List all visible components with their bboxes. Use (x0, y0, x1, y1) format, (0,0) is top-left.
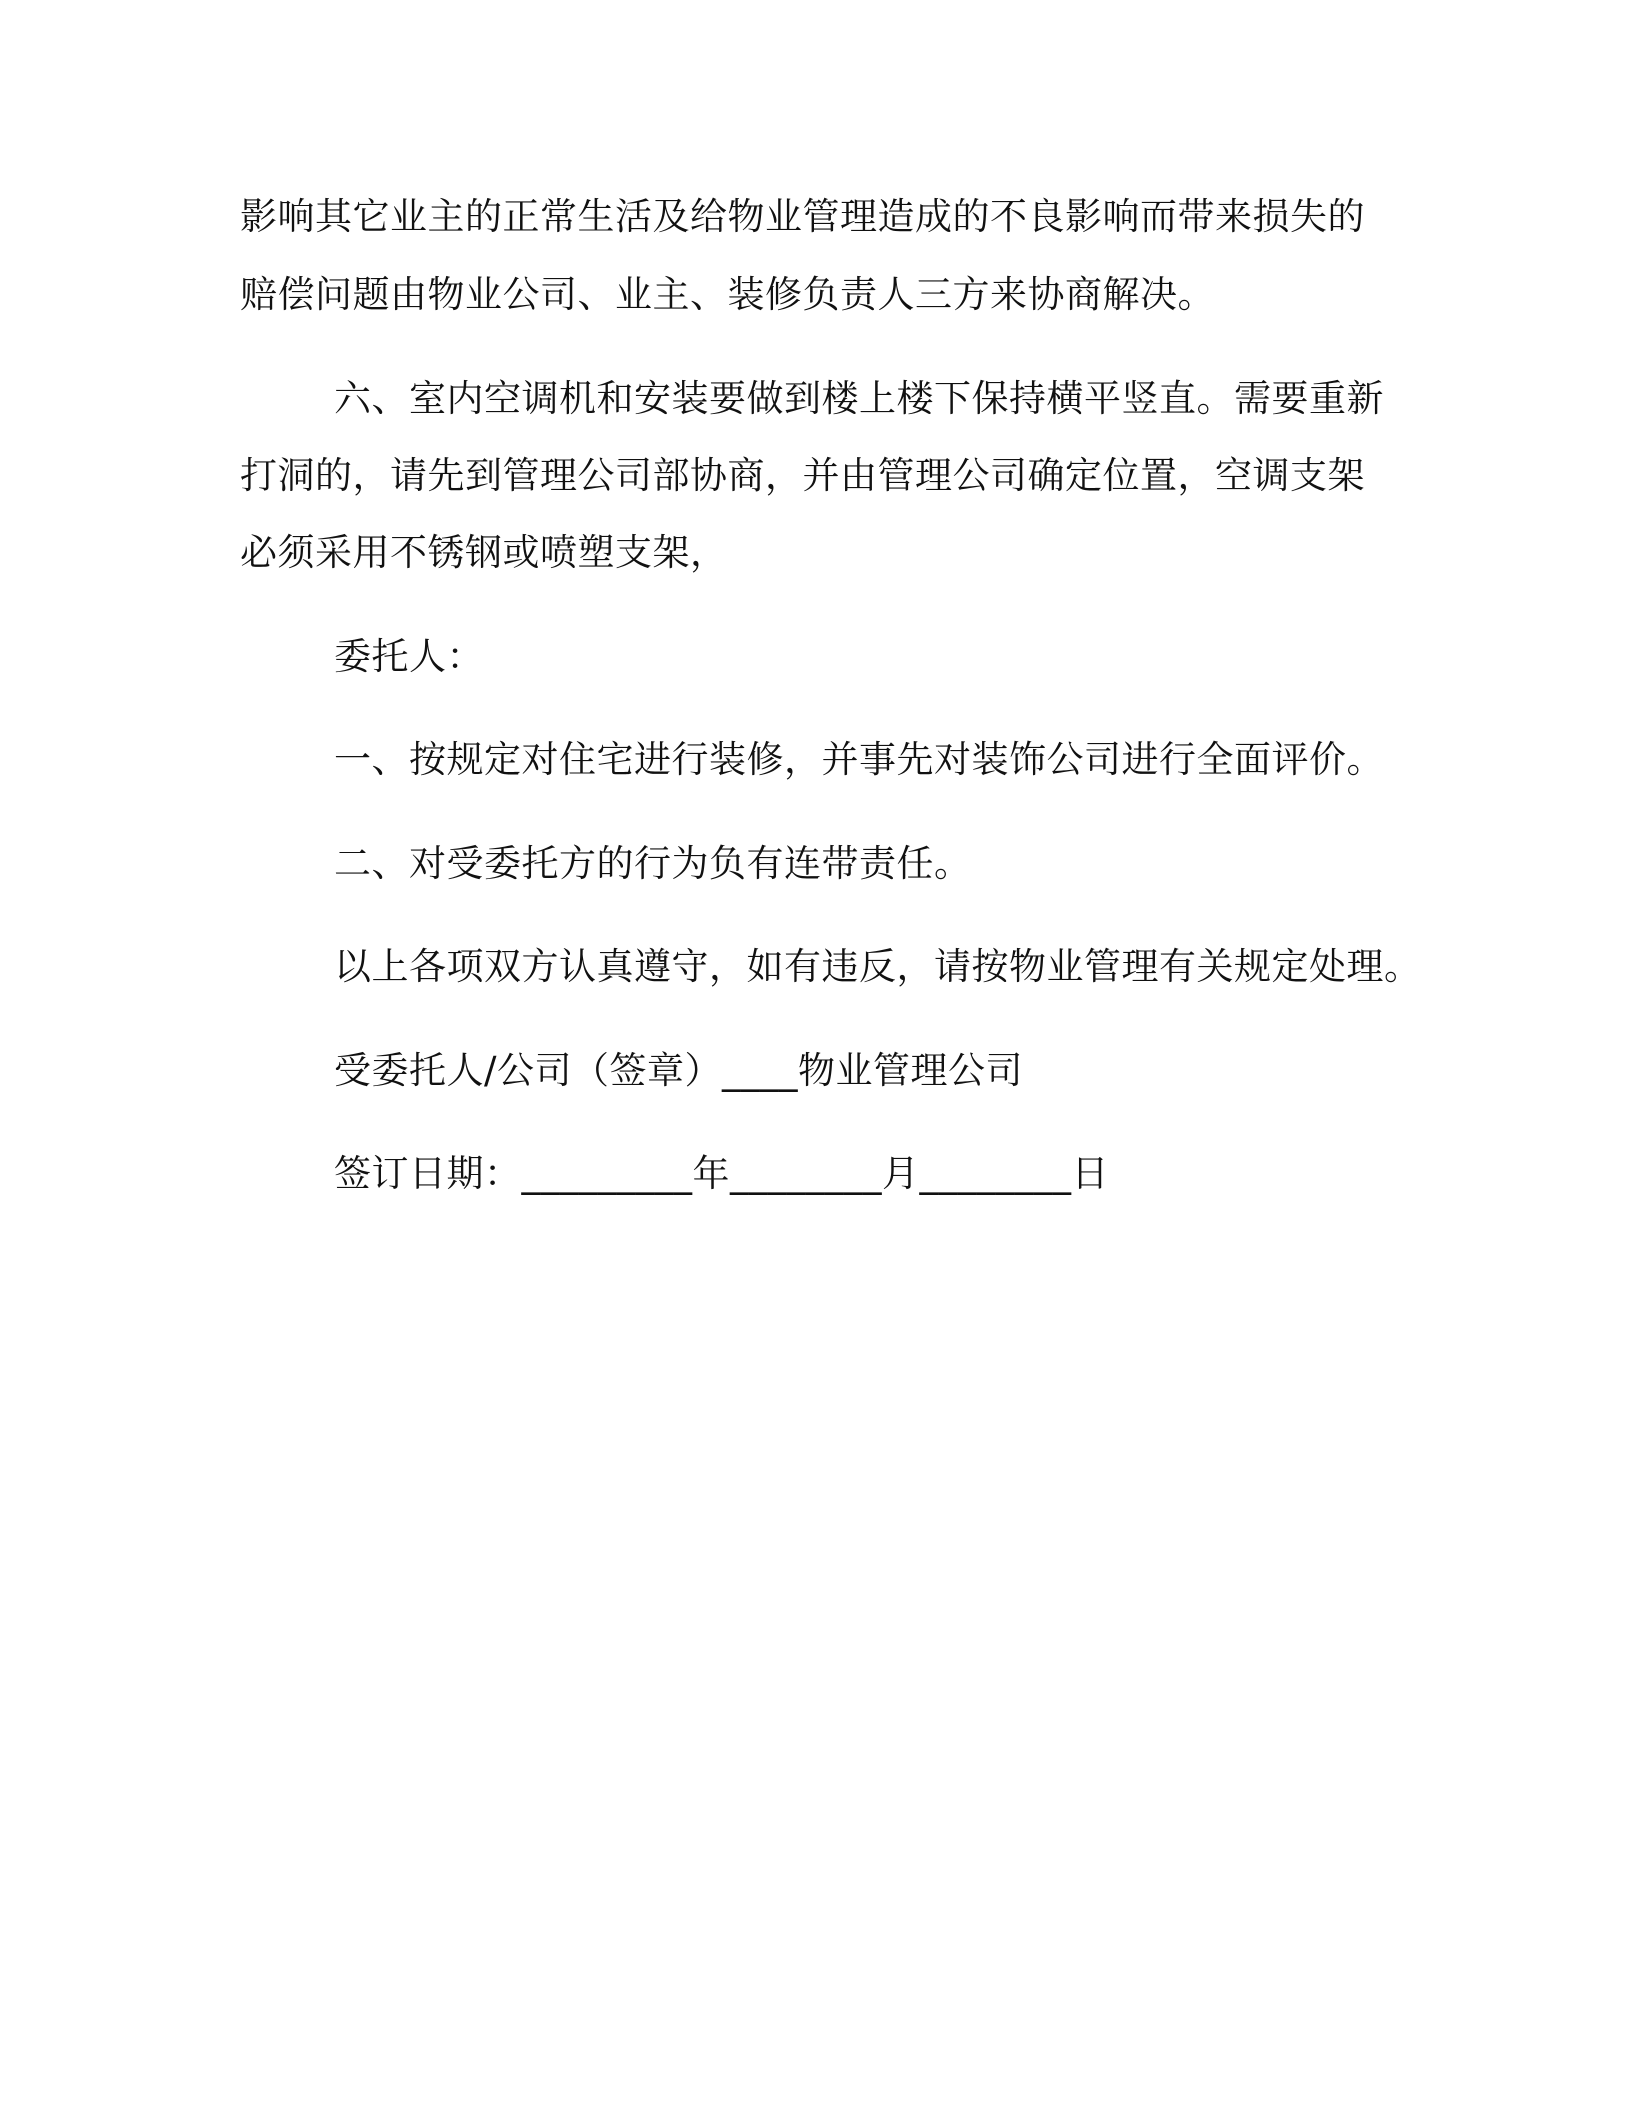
text-line-compensation-2: 赔偿问题由物业公司、业主、装修负责人三方来协商解决。 (240, 273, 1215, 316)
text-line-compliance: 以上各项双方认真遵守，如有违反，请按物业管理有关规定处理。 (334, 945, 1422, 988)
text-line-principal-one: 一、按规定对住宅进行装修，并事先对装饰公司进行全面评价。 (334, 738, 1384, 781)
text-line-principal-two: 二、对受委托方的行为负有连带责任。 (334, 842, 972, 885)
signing-date-line: 签订日期：_________年________月________日 (334, 1152, 1109, 1195)
text-line-clause-six-3: 必须采用不锈钢或喷塑支架， (240, 531, 728, 574)
text-line-clause-six-2: 打洞的，请先到管理公司部协商，并由管理公司确定位置，空调支架 (240, 454, 1365, 497)
section-heading-principal: 委托人： (334, 635, 484, 678)
signature-line: 受委托人/公司（签章）____物业管理公司 (334, 1049, 1023, 1092)
text-line-clause-six-1: 六、室内空调机和安装要做到楼上楼下保持横平竖直。需要重新 (334, 377, 1384, 420)
text-line-compensation-1: 影响其它业主的正常生活及给物业管理造成的不良影响而带来损失的 (240, 195, 1365, 238)
